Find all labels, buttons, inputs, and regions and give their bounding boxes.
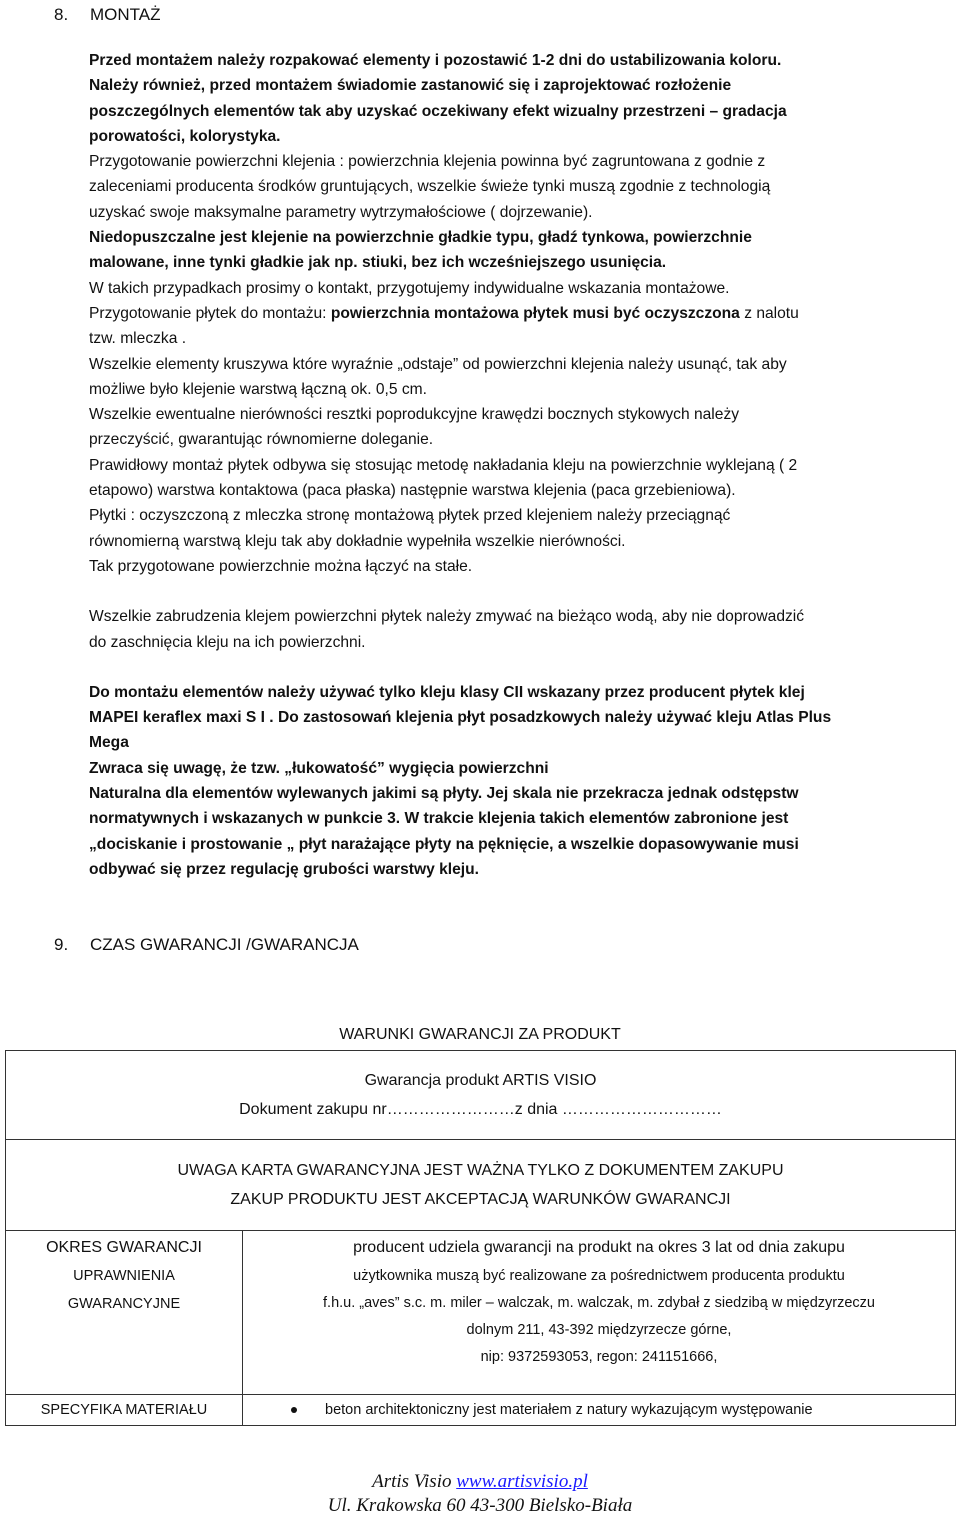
warranty-table — [5, 1050, 956, 1426]
forbidden-line: malowane, inne tynki gładkie jak np. stiuki, bez ich wcześniejszego usunięcia. — [89, 254, 667, 272]
footer-brand: Artis Visio — [372, 1471, 457, 1492]
permanent-line: Tak przygotowane powierzchnie można łączyć na stałe. — [89, 557, 473, 575]
rights-value-line: f.h.u. „aves” s.c. m. miler – walczak, m. walczak, m. zdybał z siedzibą w międzyrzeczu — [323, 1295, 875, 1311]
glue-line: Zwraca się uwagę, że tzw. „łukowatość” wygięcia powierzchni — [89, 759, 549, 777]
tile-prep-text: Przygotowanie płytek do montażu: — [89, 304, 331, 322]
notice-line: ZAKUP PRODUKTU JEST AKCEPTACJĄ WARUNKÓW GWARANCJI — [230, 1191, 731, 1208]
section-title: MONTAŻ — [90, 5, 161, 24]
glue-line: MAPEI keraflex maxi S I . Do zastosowań klejenia płyt posadzkowych należy używać kleju Atlas Plus — [89, 709, 832, 727]
glue-line: normatywnych i wskazanych w punkcie 3. W trakcie klejenia takich elementów zabronione jest — [89, 810, 789, 828]
warranty-value-cell — [243, 1231, 956, 1395]
section-number: 8. — [54, 5, 69, 24]
warranty-header-row — [6, 1051, 956, 1140]
warranty-title: WARUNKI GWARANCJI ZA PRODUKT — [339, 1026, 621, 1043]
rights-value-line: użytkownika muszą być realizowane za pośrednictwem producenta produktu — [353, 1268, 845, 1284]
unevenness-line: Wszelkie ewentualne nierówności resztki poprodukcyjne krawędzi bocznych stykowych należy — [89, 406, 740, 424]
warranty-header-cell — [6, 1051, 956, 1140]
spec-label: SPECYFIKA MATERIAŁU — [6, 1395, 243, 1426]
footer-address: Ul. Krakowska 60 43-300 Bielsko-Biała — [327, 1495, 633, 1516]
bullet-icon — [291, 1407, 297, 1413]
glue-line: Do montażu elementów należy używać tylko kleju klasy CII wskazany przez producent płytek klej — [89, 683, 805, 701]
aggregate-line: możliwe było klejenie warstwą łączną ok. 0,5 cm. — [89, 380, 427, 398]
tile-prep-bold: powierzchnia montażowa płytek musi być oczyszczona — [330, 304, 740, 322]
warranty-notice-row — [6, 1140, 956, 1231]
tile-prep-text-end: z nalotu — [739, 304, 799, 322]
purchase-document-line: Dokument zakupu nr……………………z dnia ………………………… — [239, 1101, 722, 1118]
dirt-line: Wszelkie zabrudzenia klejem powierzchni płytek należy zmywać na bieżąco wodą, aby nie doprowadzić — [89, 608, 805, 626]
dirt-line: do zaschnięcia kleju na ich powierzchni. — [89, 633, 366, 651]
tiles-line: równomierną warstwą kleju tak aby dokładnie wypełniła wszelkie nierówności. — [89, 532, 626, 550]
warranty-label-cell — [6, 1231, 243, 1395]
tile-prep-line — [89, 301, 951, 326]
section-title: CZAS GWARANCJI /GWARANCJA — [90, 935, 359, 954]
mounting-line: Prawidłowy montaż płytek odbywa się stosując metodę nakładania kleju na powierzchnie wyklejaną ( 2 — [89, 456, 798, 474]
intro-line: Należy również, przed montażem świadomie zastanowić się i zaprojektować rozłożenie — [89, 77, 732, 95]
notice-line: UWAGA KARTA GWARANCYJNA JEST WAŻNA TYLKO Z DOKUMENTEM ZAKUPU — [177, 1162, 784, 1179]
forbidden-line: Niedopuszczalne jest klejenie na powierzchnie gładkie typu, gładź tynkowa, powierzchnie — [89, 229, 752, 247]
surface-prep-line: uzyskać swoje maksymalne parametry wytrzymałościowe ( dojrzewanie). — [89, 203, 593, 221]
section-8-heading — [54, 3, 161, 27]
section-9-heading — [54, 933, 359, 957]
rights-label: GWARANCYJNE — [67, 1296, 181, 1312]
warranty-notice-cell — [6, 1140, 956, 1231]
footer — [0, 1470, 960, 1518]
section-number: 9. — [54, 935, 69, 954]
period-label: OKRES GWARANCJI — [46, 1239, 202, 1256]
rights-value-line: nip: 9372593053, regon: 241151666, — [480, 1349, 718, 1365]
contact-line: W takich przypadkach prosimy o kontakt, przygotujemy indywidualne wskazania montażowe. — [89, 279, 730, 297]
rights-value-line: dolnym 211, 43-392 międzyrzecze górne, — [466, 1322, 732, 1338]
website-link[interactable]: www.artisvisio.pl — [456, 1471, 588, 1492]
section-8-body — [89, 48, 951, 882]
period-value: producent udziela gwarancji na produkt na okres 3 lat od dnia zakupu — [353, 1239, 845, 1256]
glue-line: odbywać się przez regulację grubości warstwy kleju. — [89, 860, 479, 878]
mounting-line: etapowo) warstwa kontaktowa (paca płaska) następnie warstwa klejenia (paca grzebieniowa). — [89, 482, 736, 500]
glue-line: „dociskanie i prostowanie „ płyt narażające płyty na pęknięcie, a wszelkie dopasowywanie musi — [89, 835, 799, 853]
warranty-terms-row — [6, 1231, 956, 1395]
footer-brand-line — [0, 1470, 960, 1494]
intro-line: poszczególnych elementów tak aby uzyskać oczekiwany efekt wizualny przestrzeni – gradacja — [89, 102, 787, 120]
tile-prep-line: tzw. mleczka . — [89, 330, 187, 348]
surface-prep-line: Przygotowanie powierzchni klejenia : powierzchnia klejenia powinna być zagruntowana z godnie z — [89, 153, 766, 171]
warranty-spec-row — [6, 1395, 956, 1426]
rights-label: UPRAWNIENIA — [73, 1268, 175, 1284]
unevenness-line: przeczyścić, gwarantując równomierne doleganie. — [89, 431, 434, 449]
spec-value-cell — [243, 1395, 956, 1426]
intro-line: Przed montażem należy rozpakować elementy i pozostawić 1-2 dni do ustabilizowania koloru. — [89, 52, 782, 69]
surface-prep-line: zaleceniami producenta środków gruntujących, wszelkie świeże tynki muszą zgodnie z technologią — [89, 178, 771, 196]
glue-line: Naturalna dla elementów wylewanych jakimi są płyty. Jej skala nie przekracza jednak odstępstw — [89, 785, 799, 803]
spec-value: beton architektoniczny jest materiałem z natury wykazującym występowanie — [325, 1402, 813, 1418]
tiles-line: Płytki : oczyszczoną z mleczka stronę montażową płytek przed klejeniem należy przeciągnąć — [89, 507, 731, 525]
glue-line: Mega — [89, 734, 129, 752]
aggregate-line: Wszelkie elementy kruszywa które wyraźnie „odstaje” od powierzchni klejenia należy usunąć, tak aby — [89, 355, 787, 373]
intro-line: porowatości, kolorystyka. — [89, 127, 281, 145]
product-line: Gwarancja produkt ARTIS VISIO — [364, 1072, 597, 1089]
